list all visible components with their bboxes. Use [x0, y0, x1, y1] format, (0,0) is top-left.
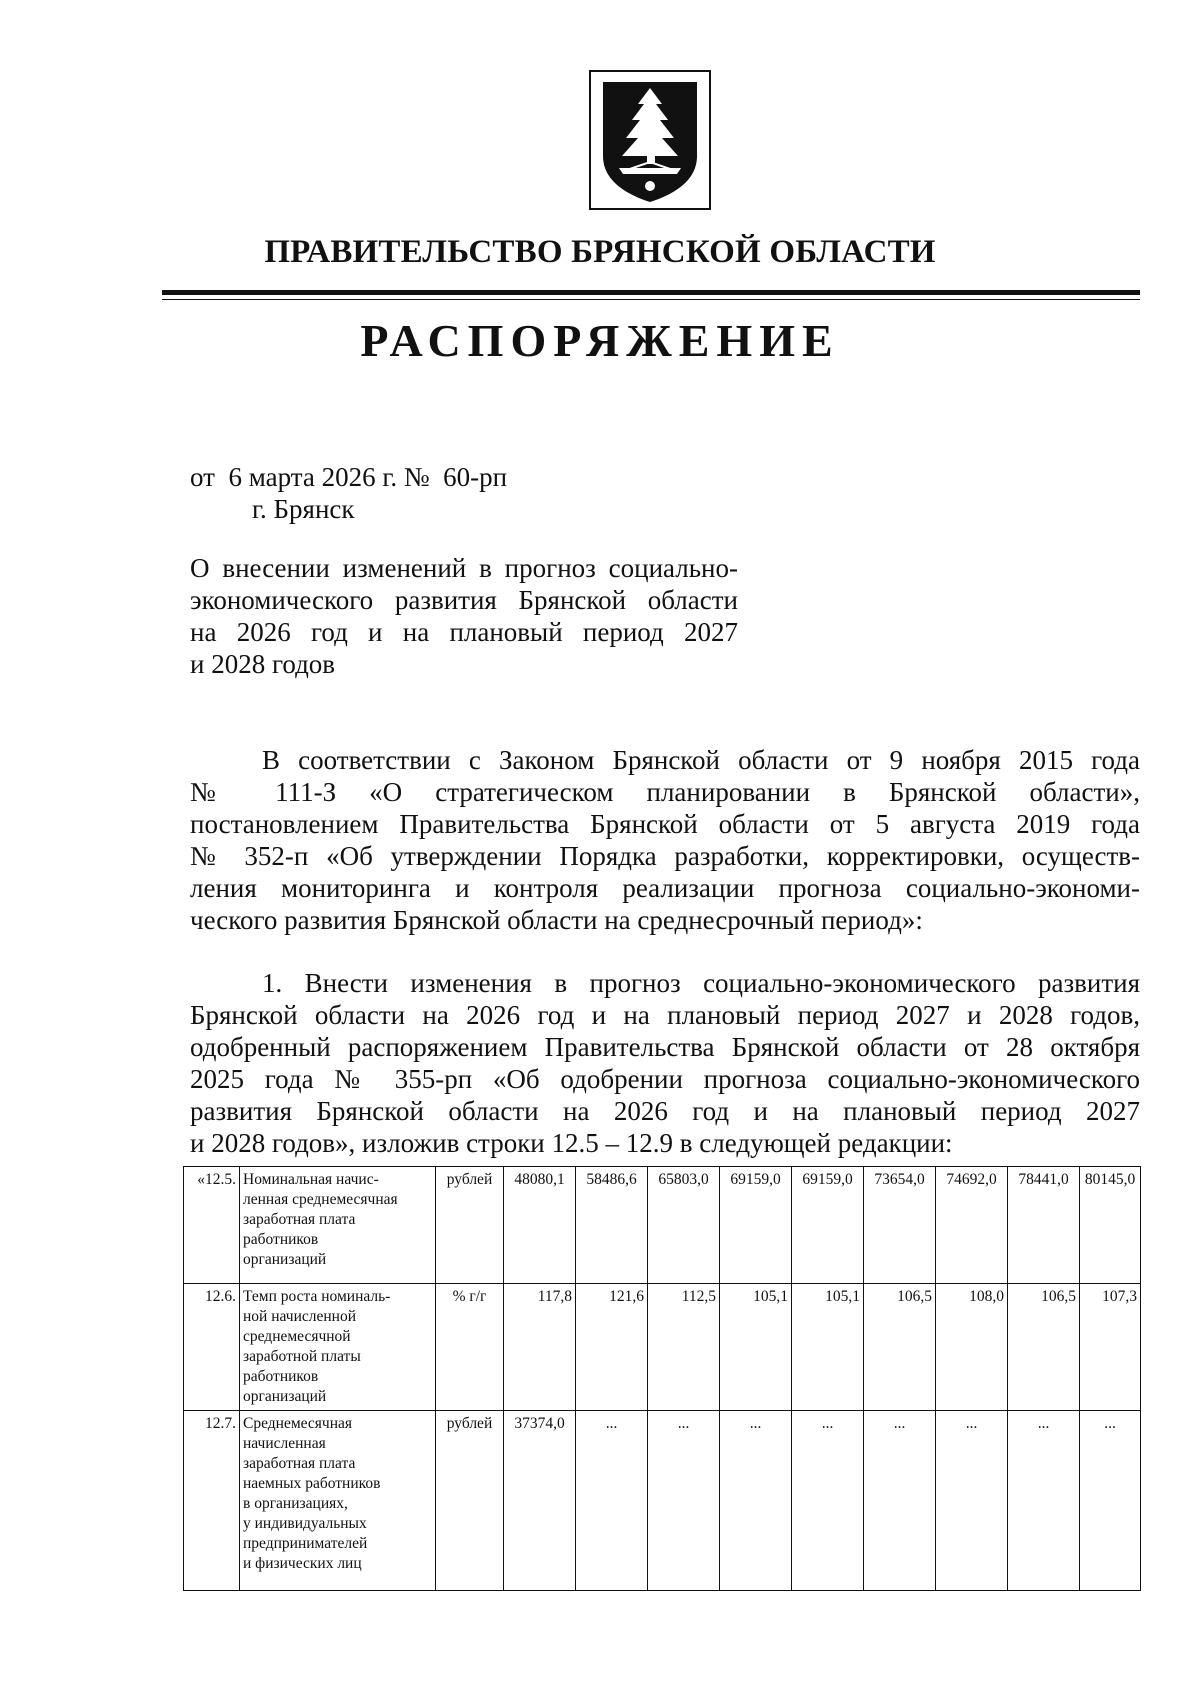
value-cell: 65803,0	[648, 1167, 720, 1284]
value-cell: 48080,1	[504, 1167, 576, 1284]
item-1-line: 2025 года № 355-рп «Об одобрении прогноза социально-экономического	[190, 1064, 1140, 1094]
unit-cell: % г/г	[436, 1284, 504, 1411]
document-type: РАСПОРЯЖЕНИЕ	[360, 315, 840, 366]
value-cell: 117,8	[504, 1284, 576, 1411]
value-cell: 106,5	[864, 1284, 936, 1411]
subject-line: О внесении изменений в прогноз социально-	[190, 553, 738, 583]
date-and-number: от 6 марта 2026 г. № 60-рп	[190, 462, 508, 492]
item-1-paragraph	[190, 967, 1140, 1159]
value-cell: 107,3	[1080, 1284, 1141, 1411]
value-cell: 80145,0	[1080, 1167, 1141, 1284]
indicator-name-line: работников	[243, 1231, 319, 1248]
table-row	[184, 1167, 1141, 1284]
coat-of-arms-emblem	[589, 70, 711, 210]
value-cell: 69159,0	[720, 1167, 792, 1284]
subject-line: на 2026 год и на плановый период 2027	[190, 617, 738, 647]
indicator-name-line: предпринимателей	[243, 1535, 368, 1552]
value-cell: ...	[576, 1411, 648, 1591]
indicator-name-line: заработная плата	[243, 1211, 356, 1228]
indicator-name-line: организаций	[243, 1388, 327, 1405]
preamble-line: В соответствии с Законом Брянской области от 9 ноября 2015 года	[262, 745, 1140, 775]
indicator-name-line: Среднемесячная	[243, 1415, 353, 1432]
indicator-name-line: Номинальная начис-	[243, 1171, 379, 1188]
indicator-name-line: ной начисленной	[243, 1308, 356, 1325]
indicator-name-line: заработная плата	[243, 1455, 356, 1472]
row-number: 12.6.	[184, 1284, 240, 1411]
indicator-name-line: и физических лиц	[243, 1555, 362, 1572]
indicator-name-line: Темп роста номиналь-	[243, 1288, 391, 1305]
item-1-line: Брянской области на 2026 год и на плановый период 2027 и 2028 годов,	[190, 1000, 1140, 1030]
indicator-name-line: начисленная	[243, 1435, 326, 1452]
government-title: ПРАВИТЕЛЬСТВО БРЯНСКОЙ ОБЛАСТИ	[264, 234, 936, 270]
subject-line: и 2028 годов	[190, 649, 336, 679]
row-number: 12.7.	[184, 1411, 240, 1591]
preamble-line: № 111-З «О стратегическом планировании в Брянской области»,	[190, 777, 1140, 807]
preamble-line: ления мониторинга и контроля реализации прогноза социально-экономи-	[190, 873, 1140, 903]
value-cell: ...	[648, 1411, 720, 1591]
unit-cell: рублей	[436, 1167, 504, 1284]
city: г. Брянск	[252, 494, 355, 524]
value-cell: 112,5	[648, 1284, 720, 1411]
value-cell: 69159,0	[792, 1167, 864, 1284]
forecast-table-body	[184, 1167, 1141, 1591]
value-cell: ...	[720, 1411, 792, 1591]
preamble-line: ческого развития Брянской области на среднесрочный период»:	[190, 905, 923, 935]
indicator-name-line: наемных работников	[243, 1475, 381, 1492]
header-rule-thin	[162, 299, 1140, 300]
indicator-name-line: в организациях,	[243, 1495, 348, 1512]
indicator-name-line: среднемесячной	[243, 1328, 351, 1345]
value-cell: ...	[1080, 1411, 1141, 1591]
value-cell: 106,5	[1008, 1284, 1080, 1411]
indicator-name-line: ленная среднемесячная	[243, 1191, 398, 1208]
indicator-name	[240, 1167, 436, 1284]
value-cell: 108,0	[936, 1284, 1008, 1411]
value-cell: 105,1	[720, 1284, 792, 1411]
subject-line: экономического развития Брянской области	[190, 585, 738, 615]
value-cell: ...	[1008, 1411, 1080, 1591]
value-cell: ...	[936, 1411, 1008, 1591]
row-number: «12.5.	[184, 1167, 240, 1284]
forecast-table	[183, 1166, 1141, 1591]
value-cell: 37374,0	[504, 1411, 576, 1591]
indicator-name	[240, 1284, 436, 1411]
item-1-line: и 2028 годов», изложив строки 12.5 – 12.9 в следующей редакции:	[190, 1128, 953, 1158]
indicator-name	[240, 1411, 436, 1591]
indicator-name-line: заработной платы	[243, 1348, 361, 1365]
preamble-line: постановлением Правительства Брянской области от 5 августа 2019 года	[190, 809, 1140, 839]
item-1-line: одобренный распоряжением Правительства Брянской области от 28 октября	[190, 1032, 1140, 1062]
value-cell: 121,6	[576, 1284, 648, 1411]
header-rule-thick	[162, 290, 1140, 295]
document-subject	[190, 552, 738, 680]
preamble-paragraph	[190, 744, 1140, 936]
unit-cell: рублей	[436, 1411, 504, 1591]
indicator-name-line: у индивидуальных	[243, 1515, 367, 1532]
item-1-line: 1. Внести изменения в прогноз социально-экономического развития	[262, 968, 1140, 998]
value-cell: 58486,6	[576, 1167, 648, 1284]
value-cell: ...	[864, 1411, 936, 1591]
table-row	[184, 1284, 1141, 1411]
value-cell: 74692,0	[936, 1167, 1008, 1284]
indicator-name-line: работников	[243, 1368, 319, 1385]
value-cell: 73654,0	[864, 1167, 936, 1284]
value-cell: 105,1	[792, 1284, 864, 1411]
value-cell: ...	[792, 1411, 864, 1591]
item-1-line: развития Брянской области на 2026 год и на плановый период 2027	[190, 1096, 1140, 1126]
preamble-line: № 352-п «Об утверждении Порядка разработки, корректировки, осуществ-	[190, 841, 1140, 871]
value-cell: 78441,0	[1008, 1167, 1080, 1284]
indicator-name-line: организаций	[243, 1251, 327, 1268]
table-row	[184, 1411, 1141, 1591]
